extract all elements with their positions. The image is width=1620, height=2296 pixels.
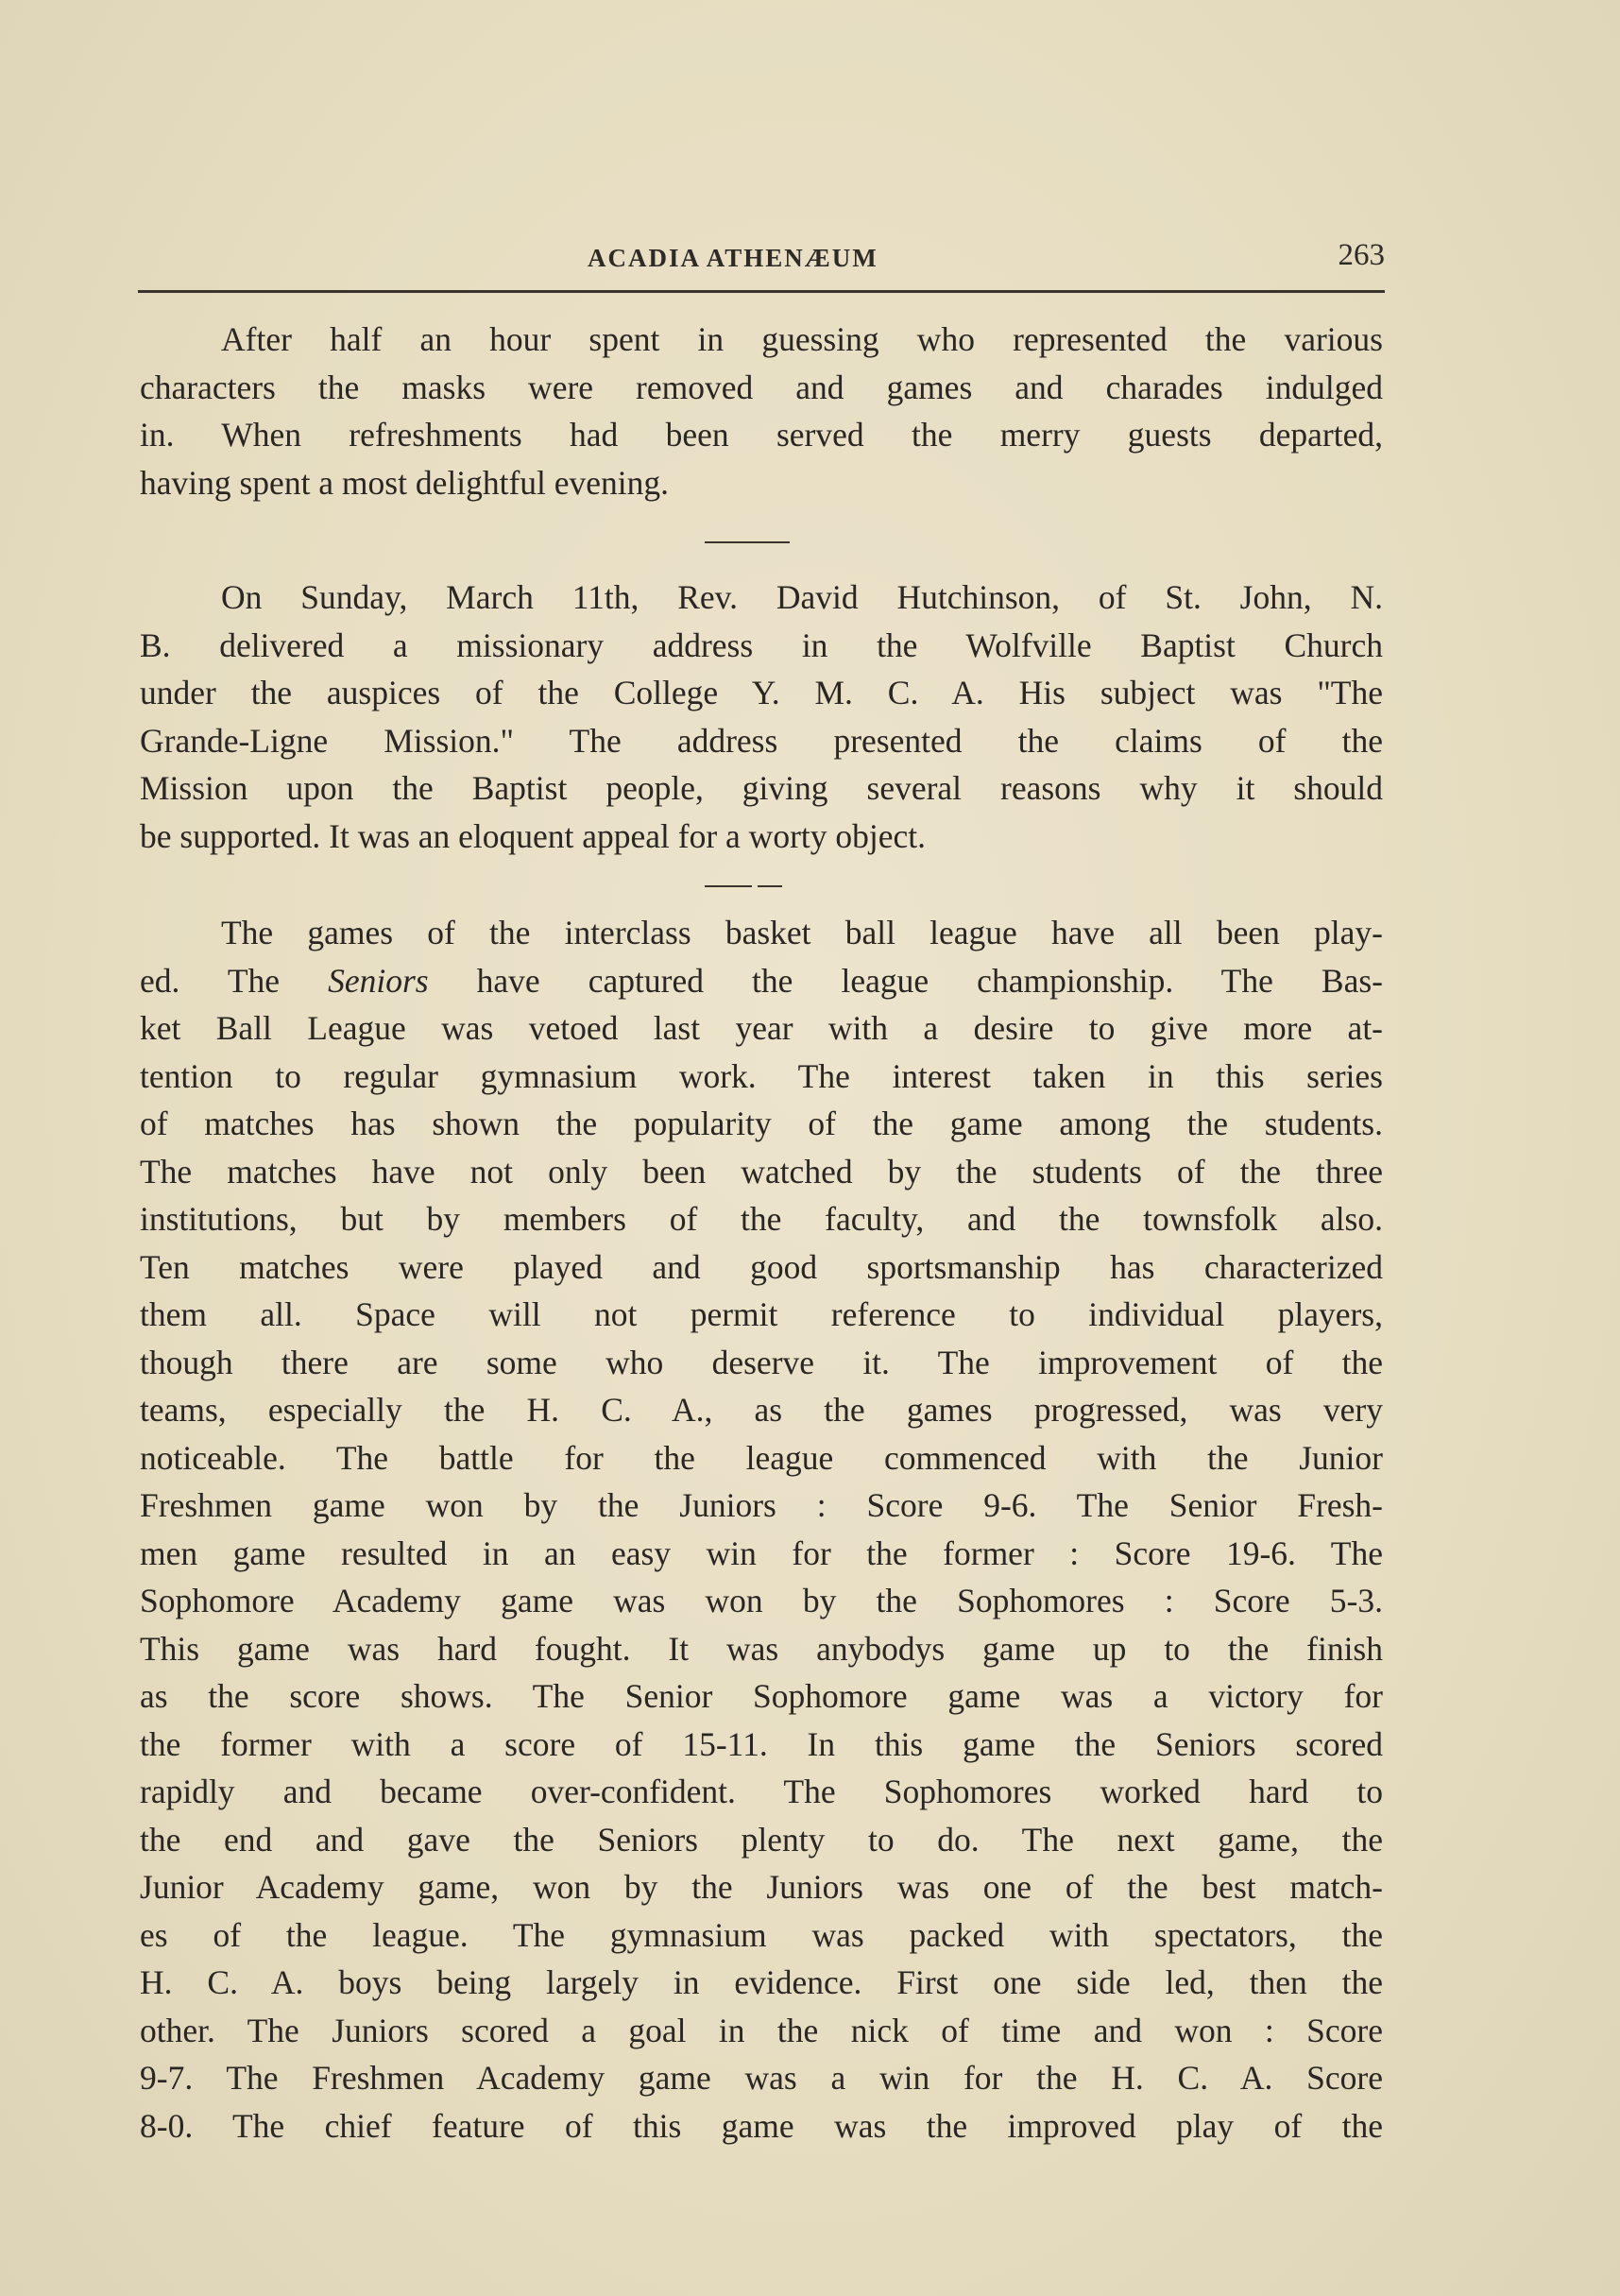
text-line: rapidly and became over-confident. The Sophomores worked hard to (140, 1773, 1383, 1810)
paragraph-basketball-league (140, 909, 1383, 2150)
text-line: H. C. A. boys being largely in evidence. First one side led, then the (140, 1963, 1383, 2001)
text-line: ket Ball League was vetoed last year with a desire to give more at- (140, 1009, 1383, 1047)
text-line: 8-0. The chief feature of this game was the improved play of the (140, 2106, 1383, 2145)
text-line: of matches has shown the popularity of the game among the students. (140, 1105, 1383, 1142)
text-line: After half an hour spent in guessing who represented the various (221, 320, 1383, 358)
text-line: Freshmen game won by the Juniors : Score 9-6. The Senior Fresh- (140, 1486, 1383, 1524)
text-line: though there are some who deserve it. The improvement of the (140, 1343, 1383, 1381)
text-line: having spent a most delightful evening. (140, 463, 670, 502)
text-line: characters the masks were removed and games and charades indulged (140, 368, 1383, 406)
text-line: tention to regular gymnasium work. The interest taken in this series (140, 1056, 1383, 1095)
text-line: Mission upon the Baptist people, giving several reasons why it should (140, 769, 1383, 807)
text-line: es of the league. The gymnasium was packed with spectators, the (140, 1915, 1383, 1954)
text-line: B. delivered a missionary address in the Wolfville Baptist Church (140, 625, 1383, 664)
text-line: other. The Juniors scored a goal in the nick of time and won : Score (140, 2011, 1383, 2049)
text-line: noticeable. The battle for the league commenced with the Junior (140, 1438, 1383, 1477)
text-fragment: have captured the league championship. The Bas- (428, 961, 1384, 1000)
italic-word: Seniors (328, 961, 429, 1000)
text-fragment: ed. The (140, 961, 329, 1000)
section-divider (705, 885, 752, 887)
text-line: The matches have not only been watched by the students of the three (140, 1152, 1383, 1191)
text-line: them all. Space will not permit reference to individual players, (140, 1295, 1383, 1333)
text-line: the former with a score of 15-11. In this game the Seniors scored (140, 1724, 1383, 1763)
text-line: On Sunday, March 11th, Rev. David Hutchinson, of St. John, N. (221, 578, 1383, 616)
page-number: 263 (1338, 238, 1385, 272)
text-line: teams, especially the H. C. A., as the games progressed, was very (140, 1391, 1383, 1429)
text-line: Ten matches were played and good sportsmanship has characterized (140, 1247, 1383, 1286)
header-rule (138, 290, 1385, 293)
text-line: 9-7. The Freshmen Academy game was a win for the H. C. A. Score (140, 2059, 1383, 2097)
running-title: ACADIA ATHENÆUM (588, 244, 878, 272)
section-divider (705, 541, 790, 543)
paragraph-missionary-address (140, 574, 1383, 860)
text-line: the end and gave the Seniors plenty to do. The next game, the (140, 1820, 1383, 1859)
text-line: institutions, but by members of the faculty, and the townsfolk also. (140, 1200, 1383, 1238)
text-line: under the auspices of the College Y. M. C. A. His subject was "The (140, 674, 1383, 711)
text-line: The games of the interclass basket ball league have all been play- (221, 914, 1383, 951)
text-line: This game was hard fought. It was anybodys game up to the finish (140, 1629, 1383, 1668)
section-divider (758, 885, 782, 887)
text-line: Sophomore Academy game was won by the Sophomores : Score 5-3. (140, 1582, 1383, 1619)
page-header (138, 236, 1385, 274)
text-line: men game resulted in an easy win for the former : Score 19-6. The (140, 1534, 1383, 1572)
text-line: Junior Academy game, won by the Juniors was one of the best match- (140, 1868, 1383, 1906)
paragraph-party (140, 316, 1383, 506)
text-line: as the score shows. The Senior Sophomore game was a victory for (140, 1677, 1383, 1715)
text-line: in. When refreshments had been served the merry guests departed, (140, 416, 1383, 454)
text-line (140, 957, 1383, 1005)
text-line: Grande-Ligne Mission." The address presented the claims of the (140, 721, 1383, 760)
text-line: be supported. It was an eloquent appeal for a worty object. (140, 816, 926, 855)
